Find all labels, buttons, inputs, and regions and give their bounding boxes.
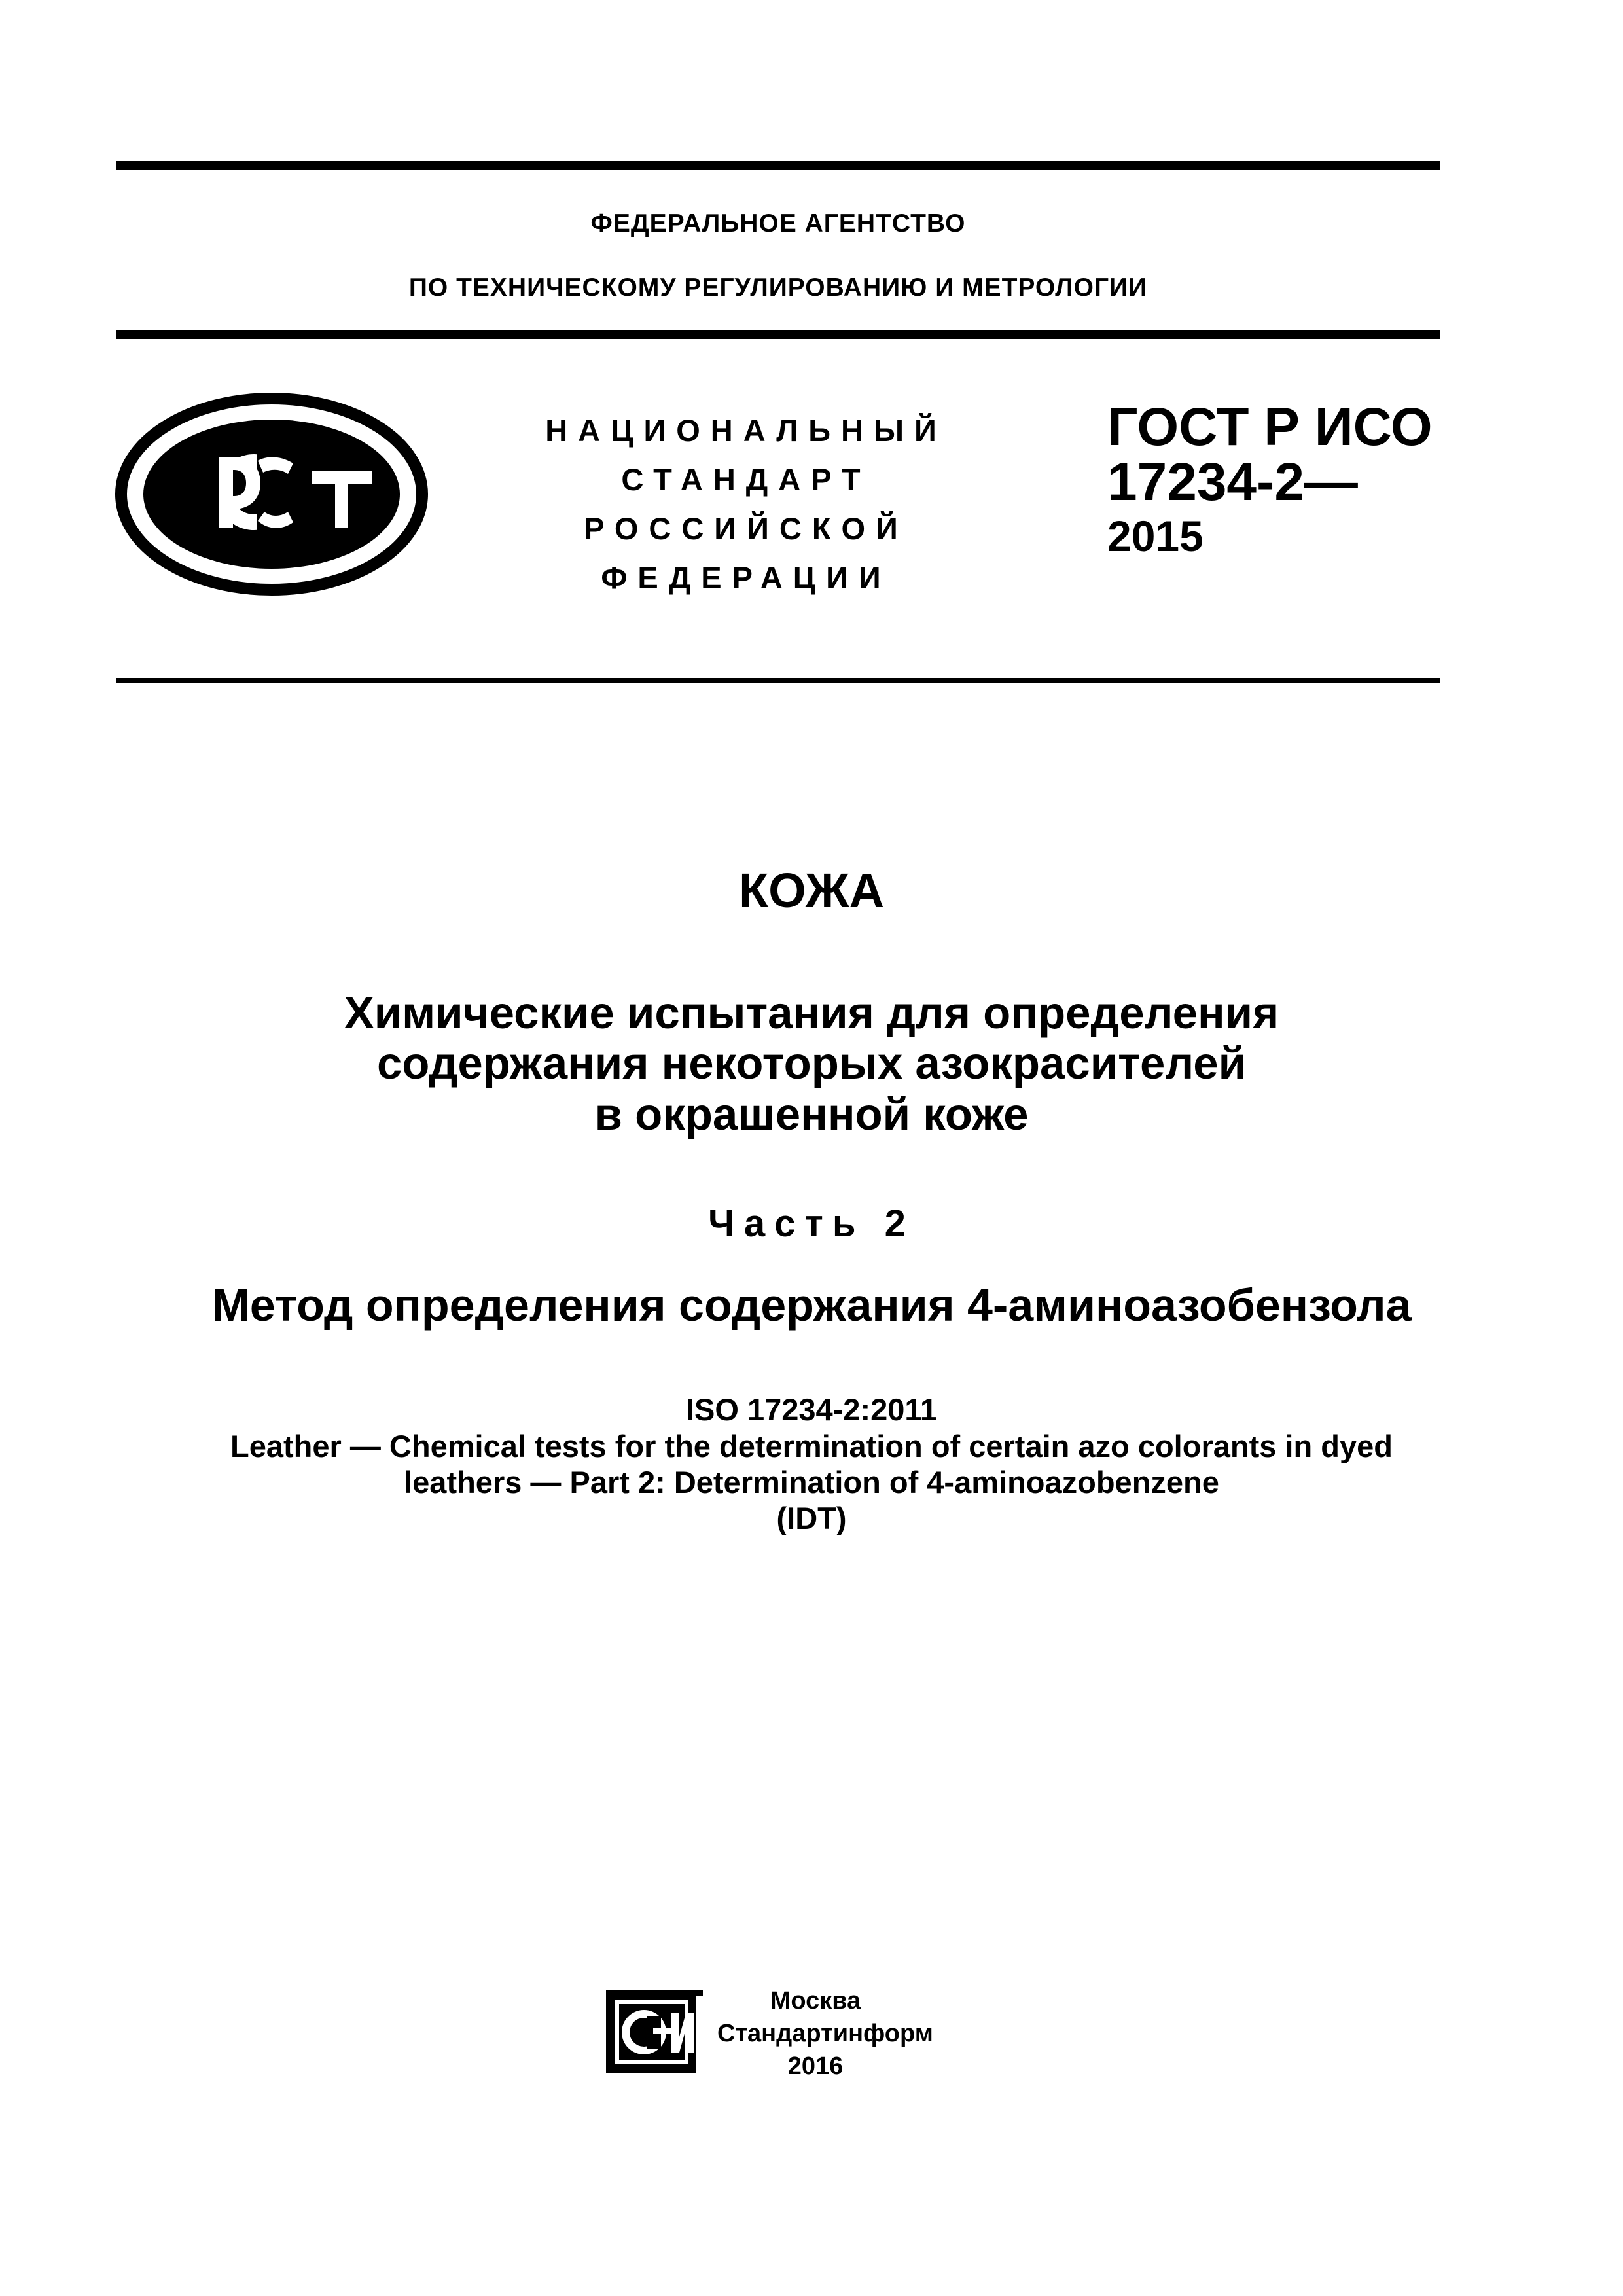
part-title: Метод определения содержания 4-аминоазобензола — [211, 1280, 1412, 1331]
document-subtitle-line2: содержания некоторых азокрасителей — [376, 1038, 1247, 1088]
iso-title-line2: leathers — Part 2: Determination of 4-aminoazobenzene — [404, 1465, 1219, 1499]
national-standard-line4: ФЕДЕРАЦИИ — [601, 560, 891, 595]
national-standard-line1: НАЦИОНАЛЬНЫЙ — [545, 413, 947, 448]
title-block-rule — [116, 678, 1440, 683]
part-label: Часть 2 — [708, 1202, 915, 1245]
rst-certification-logo-icon — [115, 393, 428, 596]
publisher-name: Стандартинформ — [717, 2020, 933, 2047]
standard-designation-line3: 2015 — [1107, 512, 1204, 560]
top-rule — [116, 161, 1440, 170]
document-subtitle-line3: в окрашенной коже — [594, 1089, 1029, 1139]
agency-name-line2: ПО ТЕХНИЧЕСКОМУ РЕГУЛИРОВАНИЮ И МЕТРОЛОГИИ — [408, 274, 1148, 302]
iso-title-line1: Leather — Chemical tests for the determination of certain azo colorants in dyed — [230, 1429, 1393, 1463]
document-subtitle-line1: Химические испытания для определения — [344, 988, 1279, 1038]
agency-name-line1: ФЕДЕРАЛЬНОЕ АГЕНТСТВО — [590, 209, 966, 238]
document-title: КОЖА — [738, 863, 885, 918]
standard-designation-line2: 17234-2— — [1107, 452, 1358, 512]
header-rule — [116, 330, 1440, 339]
national-standard-line3: РОССИЙСКОЙ — [584, 511, 908, 546]
national-standard-line2: СТАНДАРТ — [621, 462, 871, 497]
publisher-city: Москва — [770, 1987, 861, 2015]
iso-equivalence: (IDT) — [776, 1501, 847, 1535]
iso-standard-number: ISO 17234-2:2011 — [685, 1392, 938, 1427]
standartinform-logo-icon — [606, 1990, 703, 2073]
standard-designation-line1: ГОСТ Р ИСО — [1107, 397, 1433, 457]
publication-year: 2016 — [787, 2053, 844, 2080]
